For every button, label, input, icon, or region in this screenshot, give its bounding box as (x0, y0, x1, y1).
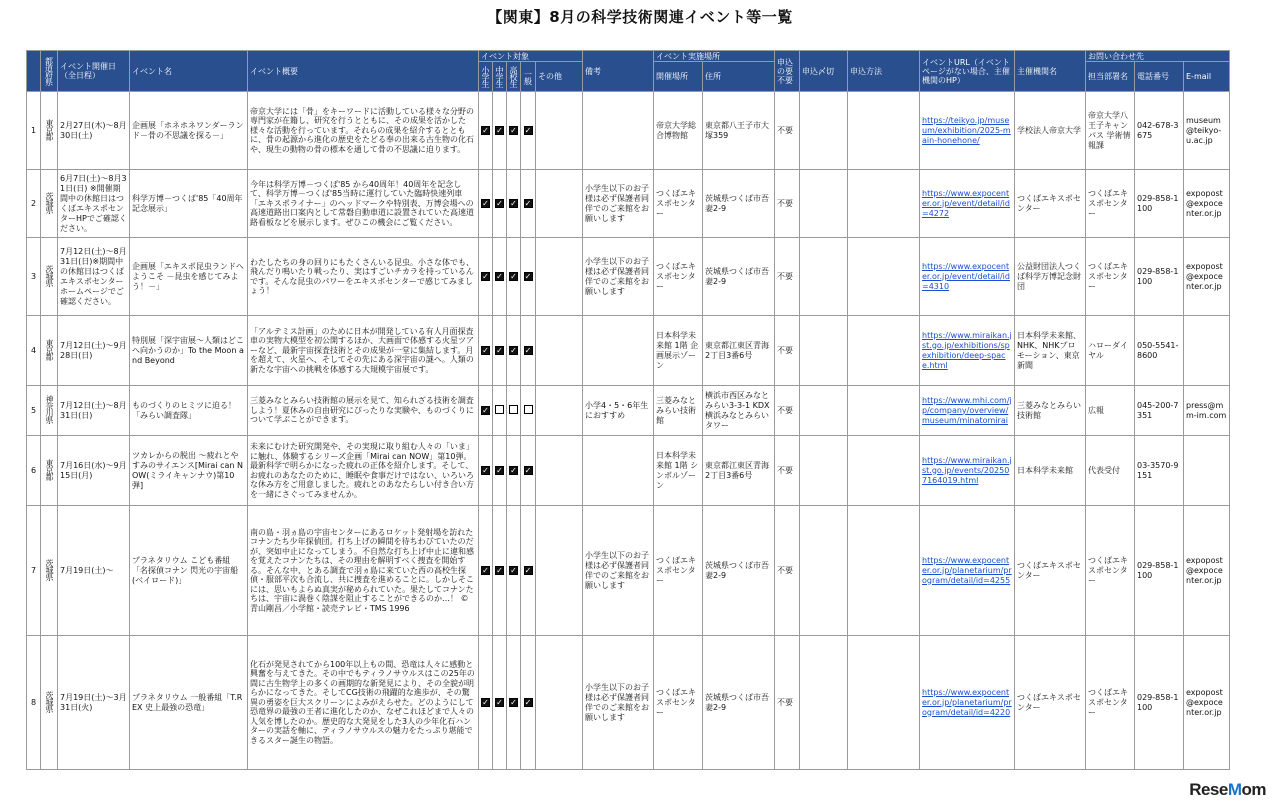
method-cell (848, 316, 920, 386)
event-url-cell (920, 436, 1015, 506)
checked-box-icon: ✓ (496, 465, 503, 475)
address-cell: 東京都江東区青海2丁目3番6号 (703, 316, 775, 386)
header-target-general: 一般 (521, 62, 536, 92)
event-url-link[interactable]: https://www.expocenter.or.jp/planetarium/program/detail/id=4220 (922, 687, 1012, 717)
event-url-link[interactable]: https://www.miraikan.jst.go.jp/events/202507164019.html (922, 455, 1012, 485)
target-cell (493, 436, 507, 506)
notes-cell: 小学生以下のお子様は必ず保護者同伴でのご来館をお願いします (583, 506, 654, 636)
contact-dept-cell: 代表受付 (1086, 436, 1135, 506)
target-cell (521, 506, 536, 636)
checked-box-icon: ✓ (510, 271, 517, 281)
header-no (27, 51, 41, 92)
deadline-cell (800, 316, 848, 386)
event-date-cell: 7月12日(土)～9月28日(日) (58, 316, 130, 386)
header-name: イベント名 (130, 51, 248, 92)
event-name-cell: プラネタリウム こども番組「名探偵コナン 閃光の宇宙船(ベイロード)」 (130, 506, 248, 636)
target-cell (507, 636, 521, 770)
contact-tel-cell: 042-678-3675 (1135, 92, 1184, 170)
resemom-logo: ReseMom (1189, 780, 1266, 799)
deadline-cell (800, 436, 848, 506)
target-cell (479, 316, 493, 386)
notes-cell (583, 92, 654, 170)
target-cell (479, 386, 493, 436)
contact-tel-cell: 029-858-1100 (1135, 636, 1184, 770)
application-required-cell: 不要 (775, 636, 800, 770)
organizer-cell: 日本科学未来館、NHK、NHKプロモーション、東京新聞 (1015, 316, 1086, 386)
contact-dept-cell: つくばエキスポセンター (1086, 238, 1135, 316)
checked-box-icon: ✓ (510, 697, 517, 707)
event-url-link[interactable]: https://www.miraikan.jst.go.jp/exhibitions/spexhibition/deep-space.html (922, 330, 1012, 370)
target-other-cell (536, 170, 583, 238)
checked-box-icon: ✓ (524, 345, 532, 355)
contact-email-cell: museum@teikyo-u.ac.jp (1184, 92, 1230, 170)
header-notes: 備考 (583, 51, 654, 92)
event-url-cell (920, 92, 1015, 170)
unchecked-box-icon (495, 405, 504, 414)
target-other-cell (536, 92, 583, 170)
event-overview-cell: 未来にむけた研究開発や、その実現に取り組む人々の「いま」に触れ、体験するシリーズ企画「Mirai can NOW」第10弾。最新科学で明らかになった疲れの正体を紹介します。そして、お疲れのあなたのために、睡眠や食事だけではない、いろいろな休み方をご用意しました。疲れとのあなたらしい付き合い方を一緒にさぐってみませんか。 (248, 436, 479, 506)
venue-cell: 帝京大学総合博物館 (654, 92, 703, 170)
target-cell (479, 170, 493, 238)
target-other-cell (536, 238, 583, 316)
checked-box-icon: ✓ (496, 198, 503, 208)
method-cell (848, 170, 920, 238)
contact-tel-cell: 045-200-7351 (1135, 386, 1184, 436)
target-cell (521, 386, 536, 436)
header-address: 住所 (703, 62, 775, 92)
prefecture-cell: 茨城県 (41, 170, 58, 238)
event-date-cell: 7月12日(土)～8月31日(日)※期間中の休館日はつくばエキスポセンターホームページでご確認ください。 (58, 238, 130, 316)
contact-email-cell: press@mm-im.com (1184, 386, 1230, 436)
application-required-cell: 不要 (775, 506, 800, 636)
target-cell (493, 316, 507, 386)
header-organizer: 主催機関名 (1015, 51, 1086, 92)
contact-dept-cell: ハローダイヤル (1086, 316, 1135, 386)
event-overview-cell: 「アルテミス計画」のために日本が開発している有人月面探査車の実物大模型を初公開するほか、大画面で体感する火星ツアーなど、最新宇宙探査技術とその成果が一堂に集結します。月を超えて、火星へ、そしてその先にある深宇宙の謎へ。人類の新たな宇宙への挑戦を体感する大規模宇宙展です。 (248, 316, 479, 386)
row-number: 2 (27, 170, 41, 238)
table-row (27, 636, 1230, 770)
application-required-cell: 不要 (775, 316, 800, 386)
target-other-cell (536, 436, 583, 506)
organizer-cell: つくばエキスポセンター (1015, 170, 1086, 238)
target-cell (507, 238, 521, 316)
notes-cell (583, 316, 654, 386)
checked-box-icon: ✓ (482, 405, 489, 415)
target-cell (493, 170, 507, 238)
header-target-high: 高校生 (507, 62, 521, 92)
unchecked-box-icon (509, 405, 518, 414)
application-required-cell: 不要 (775, 436, 800, 506)
event-name-cell: 科学万博－つくば'85「40周年記念展示」 (130, 170, 248, 238)
checked-box-icon: ✓ (524, 465, 532, 475)
method-cell (848, 436, 920, 506)
header-pref: 都道府県 (41, 51, 58, 92)
table-row (27, 316, 1230, 386)
venue-cell: つくばエキスポセンター (654, 506, 703, 636)
event-name-cell: 企画展「ホネホネワンダーランド－骨の不思議を探る－」 (130, 92, 248, 170)
contact-email-cell: expopost@expocenter.or.jp (1184, 636, 1230, 770)
application-required-cell: 不要 (775, 386, 800, 436)
header-target-junior: 中学生 (493, 62, 507, 92)
event-date-cell: 7月16日(水)～9月15日(月) (58, 436, 130, 506)
target-cell (521, 170, 536, 238)
target-cell (479, 238, 493, 316)
events-table (26, 50, 1230, 770)
header-target-group: イベント対象 (479, 51, 583, 62)
header-date: イベント開催日（全日程） (58, 51, 130, 92)
header-email: E-mail (1184, 62, 1230, 92)
target-cell (479, 506, 493, 636)
event-overview-cell: 三菱みなとみらい技術館の展示を見て、知られざる技術を調査しよう！夏休みの自由研究にぴったりな実験や、ものづくりについて学ぶことができます。 (248, 386, 479, 436)
event-date-cell: 6月7日(土)～8月31日(日) ※開催期間中の休館日はつくばエキスポセンターHPでご確認ください。 (58, 170, 130, 238)
checked-box-icon: ✓ (482, 198, 489, 208)
header-app-required: 申込の要不要 (775, 51, 800, 92)
table-row (27, 238, 1230, 316)
venue-cell: つくばエキスポセンター (654, 238, 703, 316)
target-other-cell (536, 506, 583, 636)
event-overview-cell: 南の島・羽ヵ島の宇宙センターにあるロケット発射場を訪れたコナンたち少年探偵団。打ち上げの瞬間を待ちわびていたのだが、突如中止になってしまう。不自然な打ち上げ中止に違和感を覚えたコナンたちは、その理由を解明すべく捜査を開始する。そんな中、とある調査で羽ヵ島に来ていた西の高校生探偵・服部平次も合流し、共に捜査を進めることに。しかしそこには、思いもよらぬ真実が秘められていた。果たしてコナンたちは、宇宙に渦巻く陰謀を阻止することができるのか…！ ©青山剛昌／小学館・読売テレビ・TMS 1996 (248, 506, 479, 636)
organizer-cell: 公益財団法人つくば科学万博記念財団 (1015, 238, 1086, 316)
event-date-cell: 7月19日(土)～ (58, 506, 130, 636)
table-row (27, 436, 1230, 506)
target-cell (507, 506, 521, 636)
target-cell (507, 316, 521, 386)
event-date-cell: 2月27日(木)～8月30日(土) (58, 92, 130, 170)
address-cell: 茨城県つくば市吾妻2-9 (703, 506, 775, 636)
prefecture-cell: 茨城県 (41, 506, 58, 636)
method-cell (848, 506, 920, 636)
event-url-cell (920, 506, 1015, 636)
contact-dept-cell: 帝京大学八王子キャンパス 学術情報課 (1086, 92, 1135, 170)
notes-cell: 小学生以下のお子様は必ず保護者同伴でのご来館をお願いします (583, 238, 654, 316)
method-cell (848, 636, 920, 770)
event-overview-cell: わたしたちの身の回りにもたくさんいる昆虫。小さな体でも、飛んだり鳴いたり戦ったり、実はすごいチカラを持っているんです。そんな昆虫のパワーをエキスポセンターで感じてみましょう！ (248, 238, 479, 316)
target-cell (521, 636, 536, 770)
checked-box-icon: ✓ (510, 345, 517, 355)
prefecture-cell: 東京都 (41, 92, 58, 170)
method-cell (848, 238, 920, 316)
notes-cell (583, 436, 654, 506)
target-cell (493, 636, 507, 770)
event-url-cell (920, 170, 1015, 238)
deadline-cell (800, 238, 848, 316)
address-cell: 茨城県つくば市吾妻2-9 (703, 170, 775, 238)
address-cell: 茨城県つくば市吾妻2-9 (703, 636, 775, 770)
notes-cell: 小学生以下のお子様は必ず保護者同伴でのご来館をお願いします (583, 170, 654, 238)
target-cell (521, 238, 536, 316)
target-cell (493, 506, 507, 636)
venue-cell: 三菱みなとみらい技術館 (654, 386, 703, 436)
contact-tel-cell: 029-858-1100 (1135, 506, 1184, 636)
event-date-cell: 7月12日(土)～8月31日(日) (58, 386, 130, 436)
checked-box-icon: ✓ (524, 271, 532, 281)
event-url-link[interactable]: https://www.mhi.com/jp/company/overview/museum/minatomirai (922, 395, 1012, 425)
organizer-cell: 学校法人帝京大学 (1015, 92, 1086, 170)
deadline-cell (800, 92, 848, 170)
event-url-link[interactable]: https://teikyo.jp/museum/exhibition/2025-main-honehone/ (922, 115, 1011, 145)
checked-box-icon: ✓ (482, 345, 489, 355)
header-url: イベントURL（イベントページがない場合、主催機関のHP） (920, 51, 1015, 92)
checked-box-icon: ✓ (496, 271, 503, 281)
contact-tel-cell: 029-858-1100 (1135, 238, 1184, 316)
row-number: 8 (27, 636, 41, 770)
target-cell (521, 316, 536, 386)
event-name-cell: ツカレからの脱出 ～疲れとやすみのサイエンス[Mirai can NOW(ミライキャンナウ)第10弾] (130, 436, 248, 506)
checked-box-icon: ✓ (482, 565, 489, 575)
contact-dept-cell: 広報 (1086, 386, 1135, 436)
contact-tel-cell: 050-5541-8600 (1135, 316, 1184, 386)
row-number: 6 (27, 436, 41, 506)
header-venue: 開催場所 (654, 62, 703, 92)
deadline-cell (800, 170, 848, 238)
prefecture-cell: 東京都 (41, 316, 58, 386)
checked-box-icon: ✓ (482, 465, 489, 475)
checked-box-icon: ✓ (510, 198, 517, 208)
row-number: 4 (27, 316, 41, 386)
notes-cell: 小学生以下のお子様は必ず保護者同伴でのご来館をお願いします (583, 636, 654, 770)
unchecked-box-icon (524, 405, 533, 414)
target-cell (493, 238, 507, 316)
checked-box-icon: ✓ (524, 198, 532, 208)
row-number: 1 (27, 92, 41, 170)
organizer-cell: つくばエキスポセンター (1015, 636, 1086, 770)
venue-cell: つくばエキスポセンター (654, 170, 703, 238)
target-cell (493, 386, 507, 436)
contact-email-cell: expopost@expocenter.or.jp (1184, 238, 1230, 316)
contact-dept-cell: つくばエキスポセンター (1086, 170, 1135, 238)
target-cell (521, 92, 536, 170)
header-target-elementary: 小学生 (479, 62, 493, 92)
page-title: 【関東】8月の科学技術関連イベント等一覧 (487, 8, 793, 26)
notes-cell: 小学4・5・6年生におすすめ (583, 386, 654, 436)
checked-box-icon: ✓ (482, 271, 489, 281)
target-cell (479, 636, 493, 770)
target-other-cell (536, 316, 583, 386)
checked-box-icon: ✓ (482, 125, 489, 135)
contact-tel-cell: 03-3570-9151 (1135, 436, 1184, 506)
table-row (27, 170, 1230, 238)
event-name-cell: ものづくりのヒミツに迫る！「みらい調査隊」 (130, 386, 248, 436)
checked-box-icon: ✓ (510, 565, 517, 575)
event-overview-cell: 今年は科学万博－つくば'85 から40周年！40周年を記念して、科学万博－つくば'85当時に運行していた臨時快速列車「エキスポライナー」のヘッドマークや特別表、万博会場への高速道路出口案内として常磐自動車道に設置されていた高速道路看板などを展示します。ぜひこの機会にご覧ください。 (248, 170, 479, 238)
checked-box-icon: ✓ (524, 565, 532, 575)
target-other-cell (536, 386, 583, 436)
contact-tel-cell: 029-858-1100 (1135, 170, 1184, 238)
header-tel: 電話番号 (1135, 62, 1184, 92)
address-cell: 横浜市西区みなとみらい3-3-1 KDX横浜みなとみらいタワー (703, 386, 775, 436)
contact-email-cell: expopost@expocenter.or.jp (1184, 506, 1230, 636)
target-cell (507, 386, 521, 436)
event-url-link[interactable]: https://www.expocenter.or.jp/event/detail/id=4272 (922, 188, 1010, 218)
venue-cell: 日本科学未来館 1階 企画展示ゾーン (654, 316, 703, 386)
contact-email-cell (1184, 436, 1230, 506)
deadline-cell (800, 636, 848, 770)
prefecture-cell: 東京都 (41, 436, 58, 506)
address-cell: 東京都八王子市大塚359 (703, 92, 775, 170)
table-row (27, 506, 1230, 636)
method-cell (848, 386, 920, 436)
target-cell (479, 436, 493, 506)
contact-dept-cell: つくばエキスポセンター (1086, 636, 1135, 770)
deadline-cell (800, 386, 848, 436)
checked-box-icon: ✓ (510, 465, 517, 475)
event-overview-cell: 化石が発見されてから100年以上もの間、恐竜は人々に感動と興奮を与えてきた。その中でもティラノサウルスはこの25年の間に古生物学上の多くの画期的な新発見により、その全貌が明らかになってきた。そしてCG技術の飛躍的な進歩が、その驚異の勇姿を巨大スクリーンによみがえらせた。どのようにして恐竜界の最強の王者に進化したのか、なぜこれほどまで人々の人気を博したのか。歴史的な大発見をした3人の少年化石ハンターの実話を軸に、ティラノサウルスの魅力をたっぷり堪能できるスター誕生の物語。 (248, 636, 479, 770)
checked-box-icon: ✓ (524, 125, 532, 135)
event-name-cell: 特別展「深宇宙展～人類はどこへ向かうのか」To the Moon and Beyond (130, 316, 248, 386)
table-row (27, 92, 1230, 170)
address-cell: 茨城県つくば市吾妻2-9 (703, 238, 775, 316)
header-target-other: その他 (536, 62, 583, 92)
header-contact-group: お問い合わせ先 (1086, 51, 1230, 62)
prefecture-cell: 茨城県 (41, 636, 58, 770)
organizer-cell: つくばエキスポセンター (1015, 506, 1086, 636)
header-method: 申込方法 (848, 51, 920, 92)
header-place-group: イベント実施場所 (654, 51, 775, 62)
checked-box-icon: ✓ (496, 125, 503, 135)
event-date-cell: 7月19日(土)～3月31日(火) (58, 636, 130, 770)
checked-box-icon: ✓ (496, 345, 503, 355)
deadline-cell (800, 506, 848, 636)
target-cell (521, 436, 536, 506)
contact-email-cell (1184, 316, 1230, 386)
checked-box-icon: ✓ (496, 565, 503, 575)
target-cell (507, 170, 521, 238)
prefecture-cell: 茨城県 (41, 238, 58, 316)
target-cell (507, 92, 521, 170)
row-number: 3 (27, 238, 41, 316)
event-url-cell (920, 238, 1015, 316)
venue-cell: 日本科学未来館 1階 シンボルゾーン (654, 436, 703, 506)
organizer-cell: 三菱みなとみらい技術館 (1015, 386, 1086, 436)
event-overview-cell: 帝京大学には「骨」をキーワードに活動している様々な分野の専門家が在籍し、研究を行うとともに、その成果を活かした様々な活動を行っています。それらの成果を紹介するとともに、骨の起源から進化の歴史をたどる奉の出来る古生物の化石や、現生の動物の骨の標本を通して骨の不思議に迫ります。 (248, 92, 479, 170)
organizer-cell: 日本科学未来館 (1015, 436, 1086, 506)
event-url-cell (920, 316, 1015, 386)
checked-box-icon: ✓ (482, 697, 489, 707)
event-name-cell: 企画展「エキスポ昆虫ランドへようこそ －昆虫を感じてみよう！－」 (130, 238, 248, 316)
event-url-cell (920, 386, 1015, 436)
venue-cell: つくばエキスポセンター (654, 636, 703, 770)
event-name-cell: プラネタリウム 一般番組「T.REX 史上最強の恐竜」 (130, 636, 248, 770)
method-cell (848, 92, 920, 170)
header-deadline: 申込〆切 (800, 51, 848, 92)
header-dept: 担当部署名 (1086, 62, 1135, 92)
table-row (27, 386, 1230, 436)
target-cell (479, 92, 493, 170)
checked-box-icon: ✓ (496, 697, 503, 707)
event-url-link[interactable]: https://www.expocenter.or.jp/planetarium/program/detail/id=4255 (922, 555, 1012, 585)
target-cell (507, 436, 521, 506)
checked-box-icon: ✓ (510, 125, 517, 135)
application-required-cell: 不要 (775, 238, 800, 316)
contact-dept-cell: つくばエキスポセンター (1086, 506, 1135, 636)
event-url-cell (920, 636, 1015, 770)
event-url-link[interactable]: https://www.expocenter.or.jp/event/detail/id=4310 (922, 261, 1010, 291)
target-other-cell (536, 636, 583, 770)
prefecture-cell: 神奈川県 (41, 386, 58, 436)
checked-box-icon: ✓ (524, 697, 532, 707)
application-required-cell: 不要 (775, 170, 800, 238)
address-cell: 東京都江東区青海2丁目3番6号 (703, 436, 775, 506)
row-number: 5 (27, 386, 41, 436)
target-cell (493, 92, 507, 170)
header-overview: イベント概要 (248, 51, 479, 92)
contact-email-cell: expopost@expocenter.or.jp (1184, 170, 1230, 238)
row-number: 7 (27, 506, 41, 636)
application-required-cell: 不要 (775, 92, 800, 170)
